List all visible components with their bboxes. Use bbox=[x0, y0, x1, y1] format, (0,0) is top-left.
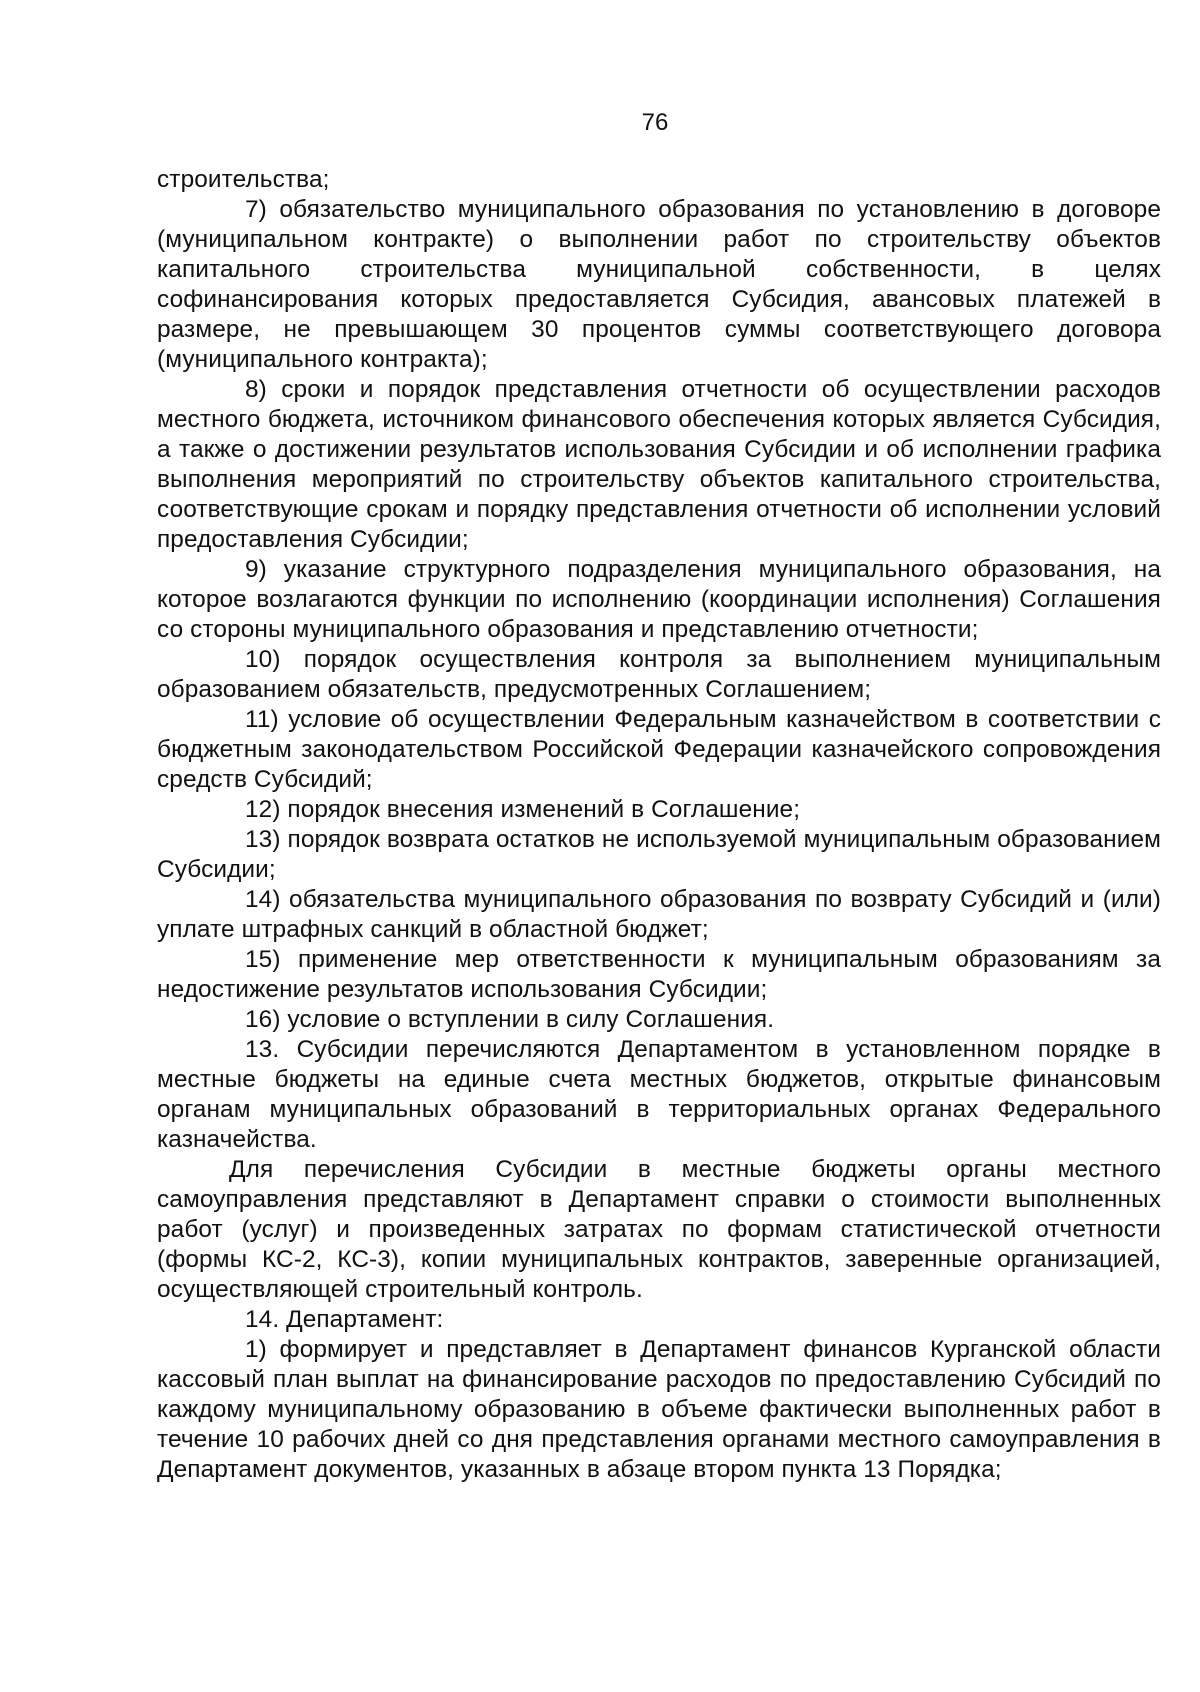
paragraph-item-9: 9) указание структурного подразделения муниципального образования, на которое возлагаются функции по исполнению (координации исполнения) Соглашения со стороны муниципального образования и представлению отчетности; bbox=[157, 556, 1161, 643]
paragraph-item-13: 13) порядок возврата остатков не используемой муниципальным образованием Субсидии; bbox=[157, 826, 1161, 883]
paragraph-item-10: 10) порядок осуществления контроля за выполнением муниципальным образованием обязательств, предусмотренных Соглашением; bbox=[157, 646, 1161, 703]
paragraph-item-12: 12) порядок внесения изменений в Соглашение; bbox=[245, 796, 801, 823]
paragraph-item-7: 7) обязательство муниципального образования по установлению в договоре (муниципальном контракте) о выполнении работ по строительству объектов капитального строительства муниципальной собственности, в целях софинансирования которых предоставляется Субсидия, авансовых платежей в размере, не превышающем 30 процентов суммы соответствующего договора (муниципального контракта); bbox=[157, 196, 1161, 373]
paragraph-item-15: 15) применение мер ответственности к муниципальным образованиям за недостижение результатов использования Субсидии; bbox=[157, 946, 1161, 1003]
page-number: 76 bbox=[641, 109, 669, 136]
paragraph-section-14-heading: 14. Департамент: bbox=[245, 1306, 444, 1333]
document-body bbox=[157, 165, 1161, 1485]
paragraph-item-16: 16) условие о вступлении в силу Соглашения. bbox=[245, 1006, 775, 1033]
paragraph-item-11: 11) условие об осуществлении Федеральным казначейством в соответствии с бюджетным законодательством Российской Федерации казначейского сопровождения средств Субсидий; bbox=[157, 706, 1161, 793]
paragraph-item-14: 14) обязательства муниципального образования по возврату Субсидий и (или) уплате штрафных санкций в областной бюджет; bbox=[157, 886, 1161, 943]
paragraph-section-13-second: Для перечисления Субсидии в местные бюджеты органы местного самоуправления представляют в Департамент справки о стоимости выполненных работ (услуг) и произведенных затратах по формам статистической отчетности (формы КС-2, КС-3), копии муниципальных контрактов, заверенные организацией, осуществляющей строительный контроль. bbox=[157, 1156, 1161, 1303]
paragraph-section-13: 13. Субсидии перечисляются Департаментом в установленном порядке в местные бюджеты на единые счета местных бюджетов, открытые финансовым органам муниципальных образований в территориальных органах Федерального казначейства. bbox=[157, 1036, 1161, 1153]
paragraph-continuation: строительства; bbox=[157, 166, 330, 193]
paragraph-item-8: 8) сроки и порядок представления отчетности об осуществлении расходов местного бюджета, источником финансового обеспечения которых является Субсидия, а также о достижении результатов использования Субсидии и об исполнении графика выполнения мероприятий по строительству объектов капитального строительства, соответствующие срокам и порядку представления отчетности об исполнении условий предоставления Субсидии; bbox=[157, 376, 1161, 553]
paragraph-section-14-item-1: 1) формирует и представляет в Департамент финансов Курганской области кассовый план выплат на финансирование расходов по предоставлению Субсидий по каждому муниципальному образованию в объеме фактически выполненных работ в течение 10 рабочих дней со дня представления органами местного самоуправления в Департамент документов, указанных в абзаце втором пункта 13 Порядка; bbox=[157, 1336, 1161, 1483]
